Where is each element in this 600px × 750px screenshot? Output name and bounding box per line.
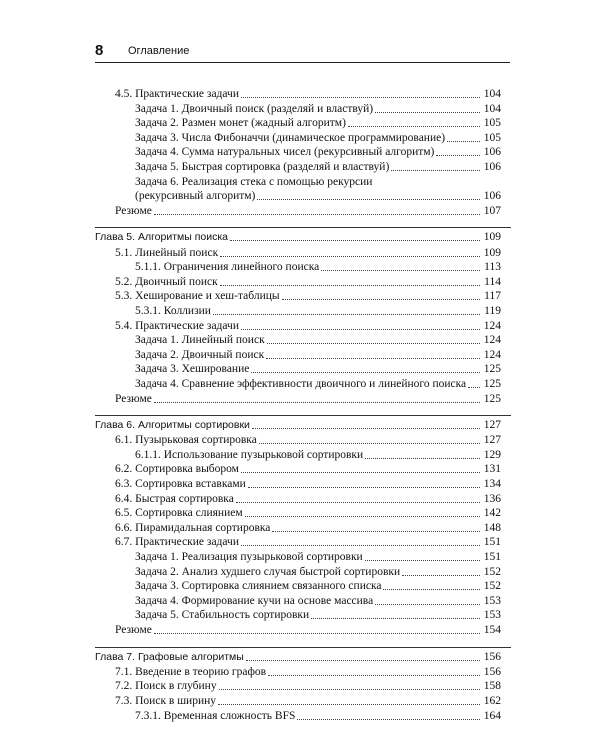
entry-title-text: Задача 3. Сортировка слиянием связанного списка [135,580,382,593]
toc-entry[interactable] [0,378,600,393]
toc-entry[interactable] [0,478,600,493]
entry-title [115,247,218,259]
entry-title [115,624,152,636]
dot-leader [248,487,480,488]
section-number: 6.7. [115,536,133,549]
dot-leader [259,443,480,444]
section-number: 6.3. [115,478,133,490]
dot-leader [311,618,480,619]
page-ref: 156 [483,650,501,663]
toc-chapter-entry[interactable] [0,651,600,666]
page-ref: 136 [483,492,501,505]
section-number: 5.3. [115,290,133,303]
entry-title [135,449,363,461]
chapter-divider [95,647,511,648]
entry-title-text: 5.3.1. Коллизии [135,304,211,317]
entry-title [115,507,243,519]
dot-leader [230,240,480,241]
entry-title-text: Сортировка выбором [135,463,239,476]
page-ref: 152 [483,565,501,578]
entry-title-text: Практические задачи [135,88,239,100]
section-number: 4.5. [115,88,133,100]
running-title: Оглавление [128,45,190,57]
entry-title-text: 6.1.1. Использование пузырьковой сортировки [135,448,364,461]
entry-title-text: Хеширование и хеш-таблицы [135,290,280,303]
toc-entry[interactable] [0,624,600,639]
entry-title-text: Резюме [115,392,152,405]
dot-leader [365,560,480,561]
entry-title [135,334,265,346]
toc-entry[interactable] [0,463,600,478]
dot-leader [468,387,480,388]
entry-title [115,88,239,100]
page-ref: 104 [483,102,501,115]
entry-title [135,261,319,273]
page-ref: 125 [483,392,501,405]
entry-title [135,551,363,563]
dot-leader [220,285,480,286]
dot-leader [268,675,480,676]
page-number: 8 [95,42,104,59]
entry-title-text: Глава 5. Алгоритмы поиска [95,231,229,244]
entry-title [115,478,246,490]
toc-entry[interactable] [0,434,600,449]
page-ref: 164 [483,709,501,722]
entry-title-text: Сортировка вставками [135,478,246,490]
dot-leader [321,270,480,271]
page-ref: 109 [483,246,501,259]
page-ref: 162 [483,694,501,707]
page-ref: 152 [483,580,501,593]
entry-title [135,363,249,375]
page-ref: 134 [483,478,501,490]
dot-leader [245,516,480,517]
dot-leader [154,402,480,403]
dot-leader [436,155,480,156]
toc-entry[interactable] [0,176,600,191]
toc-entry[interactable] [0,334,600,349]
dot-leader [241,545,480,546]
toc-entry[interactable] [0,595,600,610]
dot-leader [236,502,480,503]
page-ref: 127 [483,434,501,447]
toc-entry[interactable] [0,103,600,118]
page-ref: 114 [484,275,501,288]
entry-title [115,666,266,678]
dot-leader [375,604,480,605]
entry-title-text: Практические задачи [135,319,239,332]
page-ref: 109 [483,231,501,244]
page-ref: 158 [483,680,501,693]
toc-entry[interactable] [0,261,600,276]
section-number: 5.2. [115,275,133,288]
toc-entry[interactable] [0,449,600,464]
dot-leader [375,112,480,113]
section-number: 6.5. [115,507,133,520]
section-number: 7.3. [115,694,133,707]
entry-title [135,595,373,607]
entry-title-text: Практические задачи [135,536,239,549]
entry-title-text: Задача 2. Анализ худшего случая быстрой сортировки [135,565,401,578]
entry-title-text: (рекурсивный алгоритм) [135,190,256,203]
page-ref: 151 [483,551,501,563]
page-ref: 129 [483,448,501,461]
entry-title [135,176,372,188]
entry-title [115,493,234,505]
entry-title [135,580,381,592]
entry-title-text: Поиск в глубину [135,680,217,693]
section-number: 6.2. [115,463,133,476]
dot-leader [391,170,480,171]
entry-title [95,419,250,431]
entry-title [135,132,445,144]
dot-leader [219,689,480,690]
dot-leader [241,329,480,330]
toc-chapter-entry[interactable] [0,231,600,246]
toc-entry[interactable] [0,536,600,551]
entry-title-text: Задача 1. Реализация пузырьковой сортировки [135,551,363,563]
entry-title-text: Пузырьковая сортировка [135,434,257,447]
page-ref: 117 [484,290,501,303]
toc-entry[interactable] [0,205,600,220]
entry-title [115,320,239,332]
toc-entry[interactable] [0,551,600,566]
dot-leader [252,428,480,429]
toc-entry[interactable] [0,161,600,176]
entry-title [115,463,239,475]
page-ref: 105 [483,131,501,144]
section-number: 6.1. [115,434,133,447]
toc-entry[interactable] [0,247,600,262]
dot-leader [383,589,480,590]
page-ref: 153 [483,594,501,607]
entry-title-text: Глава 6. Алгоритмы сортировки [95,419,250,432]
toc-entry[interactable] [0,276,600,291]
entry-title [135,378,466,390]
section-number: 7.1. [115,665,133,678]
entry-title-text: Резюме [115,204,152,217]
page-ref: 104 [483,88,501,100]
entry-title [115,695,216,707]
page-ref: 153 [483,609,501,622]
entry-title-text: Задача 1. Двоичный поиск (разделяй и властвуй) [135,102,374,115]
dot-leader [241,97,480,98]
entry-title [135,117,346,129]
entry-title [115,393,152,405]
page-ref: 142 [483,507,501,520]
entry-title [135,566,400,578]
dot-leader [365,458,480,459]
entry-title [115,205,152,217]
dot-leader [213,314,480,315]
entry-title-text: Задача 3. Хеширование [135,363,250,376]
entry-title [135,103,373,115]
toc-entry[interactable] [0,566,600,581]
toc-entry[interactable] [0,349,600,364]
dot-leader [266,358,480,359]
toc-entry[interactable] [0,609,600,624]
entry-title-text: Задача 5. Стабильность сортировки [135,609,310,622]
entry-title-text: Двоичный поиск [135,275,218,288]
dot-leader [154,633,480,634]
dot-leader [282,299,480,300]
page-ref: 124 [483,348,501,361]
page-ref: 156 [483,665,501,678]
entry-title [115,536,239,548]
running-header [95,40,510,63]
entry-title-text: Пирамидальная сортировка [135,521,271,534]
entry-title [135,710,295,722]
section-number: 6.4. [115,492,133,505]
entry-title-text: Задача 5. Быстрая сортировка (разделяй и властвуй) [135,161,390,173]
entry-title [135,305,211,317]
dot-leader [297,719,480,720]
entry-title [115,522,270,534]
dot-leader [246,660,480,661]
section-number: 7.2. [115,680,133,693]
section-number: 5.1. [115,246,133,259]
page-ref: 107 [483,204,501,217]
toc-entry[interactable] [0,666,600,681]
entry-title-text: Задача 4. Сумма натуральных чисел (рекурсивный алгоритм) [135,146,435,159]
dot-leader [220,256,480,257]
entry-title [115,290,280,302]
page-ref: 106 [483,161,501,173]
page-ref: 124 [483,334,501,347]
toc-entry[interactable] [0,393,600,408]
dot-leader [251,372,480,373]
toc-entry[interactable] [0,146,600,161]
toc-entry[interactable] [0,363,600,378]
page-ref: 131 [483,463,501,476]
page-ref: 154 [483,624,501,636]
dot-leader [154,214,480,215]
page-ref: 106 [483,190,501,203]
entry-title-text: Задача 2. Размен монет (жадный алгоритм) [135,117,346,130]
entry-title [135,146,434,158]
page-ref: 119 [484,304,501,317]
page-ref: 151 [483,536,501,549]
toc-entry[interactable] [0,132,600,147]
dot-leader [447,141,480,142]
entry-title-text: 5.1.1. Ограничения линейного поиска [135,261,320,274]
page-ref: 113 [484,261,501,274]
toc-entry[interactable] [0,507,600,522]
dot-leader [257,199,480,200]
dot-leader [267,343,480,344]
entry-title-text: Задача 3. Числа Фибоначчи (динамическое программирование) [135,131,446,144]
toc-entry[interactable] [0,695,600,710]
entry-title [115,680,217,692]
entry-title-text: Быстрая сортировка [135,492,234,505]
page-ref: 105 [483,117,501,130]
toc-entry[interactable] [0,305,600,320]
dot-leader [402,575,480,576]
toc-entry[interactable] [0,117,600,132]
entry-title [135,161,389,173]
entry-title-text: 7.3.1. Временная сложность BFS [135,709,296,722]
entry-title [135,349,264,361]
entry-title [135,609,309,621]
toc-entry[interactable] [0,580,600,595]
toc-chapter-entry[interactable] [0,419,600,434]
entry-title [95,651,244,663]
toc-entry[interactable] [0,493,600,508]
page-ref: 106 [483,146,501,159]
entry-title-text: Введение в теорию графов [135,665,267,678]
entry-title-text: Резюме [115,624,152,636]
section-number: 6.6. [115,521,133,534]
dot-leader [241,472,480,473]
entry-title-text: Задача 2. Двоичный поиск [135,348,265,361]
toc-entry[interactable] [0,680,600,695]
dot-leader [218,704,480,705]
entry-title-text: Задача 4. Формирование кучи на основе массива [135,594,374,607]
dot-leader [348,126,480,127]
entry-title-text: Сортировка слиянием [135,507,243,520]
entry-title-text: Глава 7. Графовые алгоритмы [95,650,244,663]
entry-title-text: Задача 4. Сравнение эффективности двоичного и линейного поиска [135,377,467,390]
page-ref: 127 [483,419,501,432]
page-ref: 125 [483,377,501,390]
toc-entry[interactable] [0,88,600,103]
toc-entry[interactable] [0,190,600,205]
section-number: 5.4. [115,319,133,332]
entry-title-text: Задача 1. Линейный поиск [135,334,265,347]
entry-title-text: Поиск в ширину [135,694,217,707]
toc-entry[interactable] [0,290,600,305]
entry-title [135,190,255,202]
toc-entry[interactable] [0,320,600,335]
page-ref: 125 [483,363,501,376]
entry-title-text: Задача 6. Реализация стека с помощью рекурсии [135,175,373,188]
chapter-divider [95,415,511,416]
chapter-divider [95,227,511,228]
page-ref: 124 [483,319,501,332]
entry-title [95,231,228,243]
entry-title-text: Линейный поиск [135,246,219,259]
entry-title [115,434,257,446]
page-ref: 148 [483,521,501,534]
dot-leader [272,531,480,532]
toc-entry[interactable] [0,710,600,725]
entry-title [115,276,218,288]
toc-entry[interactable] [0,522,600,537]
